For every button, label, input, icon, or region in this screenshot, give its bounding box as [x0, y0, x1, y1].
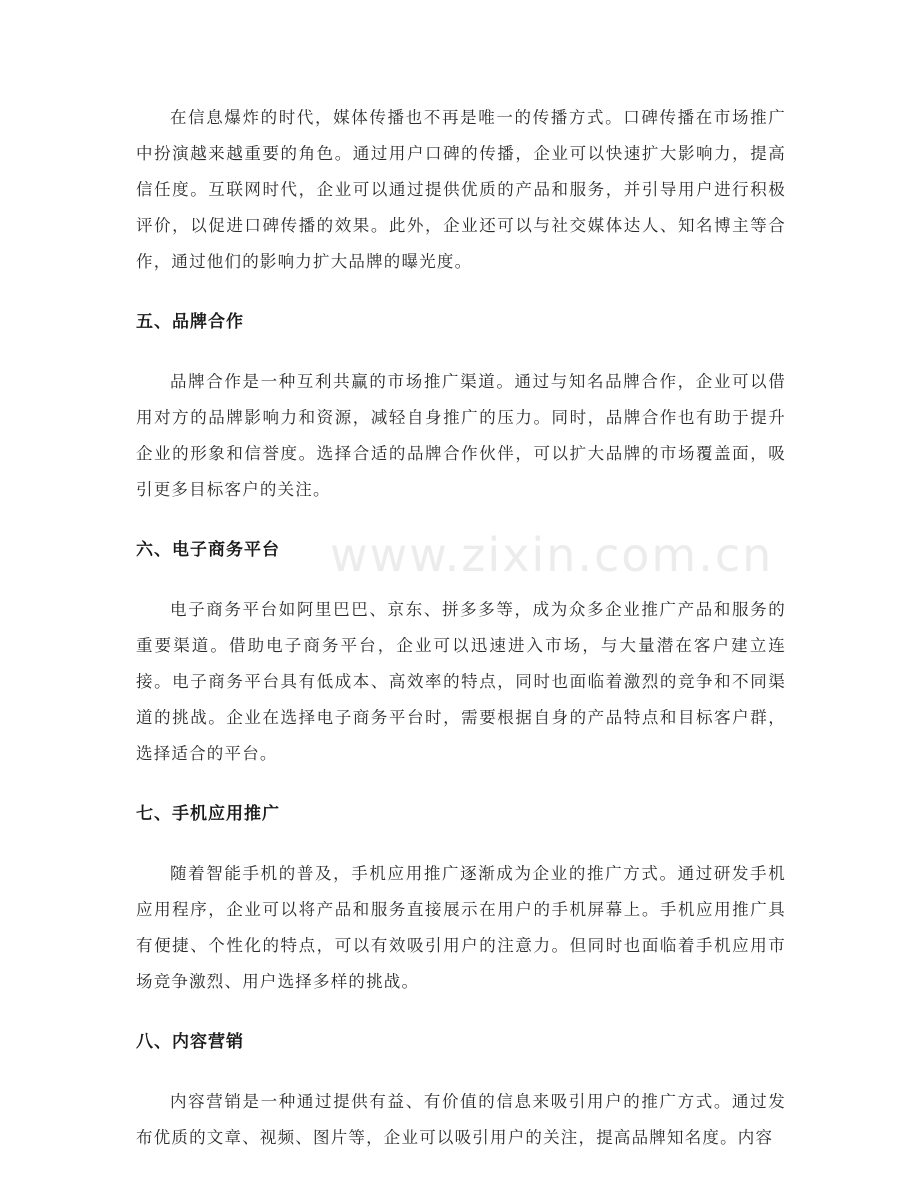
paragraph-content-marketing: 内容营销是一种通过提供有益、有价值的信息来吸引用户的推广方式。通过发布优质的文章、视频、图片等，企业可以吸引用户的关注，提高品牌知名度。内容	[136, 1092, 786, 1147]
section-heading-brand-cooperation: 五、品牌合作	[136, 312, 244, 332]
section-heading-mobile-app: 七、手机应用推广	[136, 804, 280, 824]
section-heading-ecommerce: 六、电子商务平台	[136, 540, 280, 560]
paragraph-ecommerce: 电子商务平台如阿里巴巴、京东、拼多多等，成为众多企业推广产品和服务的重要渠道。借助电子商务平台，企业可以迅速进入市场，与大量潜在客户建立连接。电子商务平台具有低成本、高效率的特点，同时也面临着激烈的竞争和不同渠道的挑战。企业在选择电子商务平台时，需要根据自身的产品特点和目标客户群，选择适合的平台。	[136, 600, 786, 763]
paragraph-word-of-mouth: 在信息爆炸的时代，媒体传播也不再是唯一的传播方式。口碑传播在市场推广中扮演越来越重要的角色。通过用户口碑的传播，企业可以快速扩大影响力，提高信任度。互联网时代，企业可以通过提供优质的产品和服务，并引导用户进行积极评价，以促进口碑传播的效果。此外，企业还可以与社交媒体达人、知名博主等合作，通过他们的影响力扩大品牌的曝光度。	[136, 108, 786, 271]
watermark: www.zixin.com.cn	[330, 528, 774, 582]
document-body	[136, 100, 786, 1156]
section-heading-content-marketing: 八、内容营销	[136, 1032, 244, 1052]
paragraph-mobile-app: 随着智能手机的普及，手机应用推广逐渐成为企业的推广方式。通过研发手机应用程序，企业可以将产品和服务直接展示在用户的手机屏幕上。手机应用推广具有便捷、个性化的特点，可以有效吸引用户的注意力。但同时也面临着手机应用市场竞争激烈、用户选择多样的挑战。	[136, 864, 786, 991]
paragraph-brand-cooperation: 品牌合作是一种互利共赢的市场推广渠道。通过与知名品牌合作，企业可以借用对方的品牌影响力和资源，减轻自身推广的压力。同时，品牌合作也有助于提升企业的形象和信誉度。选择合适的品牌合作伙伴，可以扩大品牌的市场覆盖面，吸引更多目标客户的关注。	[136, 372, 786, 499]
